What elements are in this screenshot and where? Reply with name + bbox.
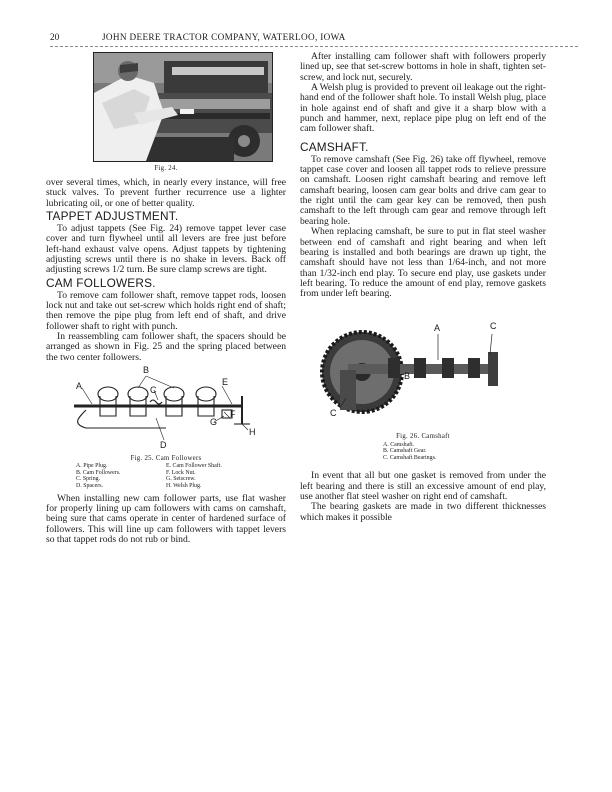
fig25-label-c: C	[150, 385, 157, 396]
followers-lineup-paragraph: After installing cam follower shaft with followers properly lined up, see that set-screw bottoms in hole in shaft, tighten set-screw, and lock nut, securely.	[300, 51, 546, 83]
running-title: JOHN DEERE TRACTOR COMPANY, WATERLOO, IOWA	[102, 32, 346, 42]
intro-paragraph: over several times, which, in nearly every instance, will free stuck valves. To prevent further recurrence use a lighter lubricating oil, or one of better quality.	[46, 177, 286, 209]
header-rule	[50, 46, 578, 47]
fig24-photo	[93, 52, 273, 162]
fig25-label-b: B	[143, 365, 150, 376]
fig25-legend-item: G. Setscrew.	[166, 476, 196, 483]
fig25-legend-item: E. Cam Follower Shaft.	[166, 463, 222, 470]
gasket-thickness-paragraph: The bearing gaskets are made in two different thicknesses which makes it possible	[300, 501, 546, 523]
fig25-legend	[76, 463, 252, 489]
fig25-label-e: E	[222, 377, 229, 388]
cam-followers-heading: CAM FOLLOWERS.	[46, 275, 156, 290]
fig25-legend-item: A. Pipe Plug.	[76, 463, 108, 470]
welsh-plug-paragraph: A Welsh plug is provided to prevent oil leakage out the right-hand end of the follower shaft hole. To install Welsh plug, place in hole against end of shaft and give it a sharp blow with a punch and hammer, next, replace pipe plug on left end of the cam follower shaft.	[300, 82, 546, 135]
cam-followers-paragraph-2: In reassembling cam follower shaft, the spacers should be arranged as shown in Fig. 25 and the spring placed between the two center followers.	[46, 331, 286, 363]
page-number: 20	[50, 32, 60, 42]
fig26-legend-item: A. Camshaft.	[383, 441, 415, 448]
fig25-label-f: F	[230, 409, 236, 420]
fig26-label-c-bottom: C	[330, 407, 337, 418]
camshaft-removal-paragraph: To remove camshaft (See Fig. 26) take off flywheel, remove tappet case cover and loosen all tappet rods to relieve pressure on camshaft. Loosen right camshaft bearing and remove left camshaft bearing, loosen cam gear bolts and drive cam gear to the right until the cam gear key can be removed, then push camshaft to the left through cam gear and remove through left bearing hole.	[300, 153, 546, 227]
fig25-legend-item: B. Cam Followers.	[76, 469, 121, 476]
fig25-legend-item: D. Spacers.	[76, 482, 103, 489]
left-column	[46, 52, 286, 545]
fig25-label-h: H	[249, 427, 256, 438]
fig26-caption: Fig. 26. Camshaft	[396, 432, 450, 440]
gasket-paragraph: In event that all but one gasket is removed from under the left bearing and there is still an excessive amount of end play, use another flat steel washer on right end of camshaft.	[300, 470, 546, 503]
fig25-legend-item: H. Welsh Plug.	[166, 482, 202, 489]
page-header	[50, 32, 570, 44]
fig26-legend	[383, 442, 463, 462]
fig26-legend-item: C. Camshaft Bearings.	[383, 454, 437, 461]
fig26-label-b: B	[404, 370, 411, 381]
fig26-diagram	[300, 312, 546, 430]
right-column	[300, 52, 546, 523]
fig26-label-c-top: C	[490, 320, 497, 331]
tappet-heading: TAPPET ADJUSTMENT.	[46, 209, 179, 224]
fig25-caption: Fig. 25. Cam Followers	[130, 455, 202, 463]
tappet-paragraph: To adjust tappets (See Fig. 24) remove tappet lever case cover and turn flywheel until all levers are free just before left-hand exhaust valve opens. Adjust tappets by tightening adjusting screws until there is no shake in levers. Back off adjusting screws 1/2 turn. Be sure clamp screws are tight.	[46, 223, 286, 276]
fig25-legend-item: F. Lock Nut.	[166, 469, 196, 476]
fig26-legend-item: B. Camshaft Gear.	[383, 448, 427, 455]
camshaft-heading: CAMSHAFT.	[300, 139, 369, 154]
camshaft-replace-paragraph: When replacing camshaft, be sure to put in flat steel washer between end of camshaft and right bearing and when left bearing is installed and both bearings are drawn up tight, the camshaft should have not less than 1/64-inch, and not more than 1/32-inch end play. To secure end play, use gaskets under left bearing. To reduce the amount of end play, remove gaskets from under left bearing.	[300, 226, 546, 300]
fig25-diagram	[46, 366, 286, 454]
fig25-label-a: A	[76, 381, 83, 392]
fig25-label-d: D	[160, 440, 167, 451]
fig25-legend-item: C. Spring.	[76, 476, 101, 483]
cam-followers-paragraph-1: To remove cam follower shaft, remove tappet rods, loosen lock nut and take out set-screw which holds right end of shaft; then remove the pipe plug from left end of shaft, and drive follower shaft to right with punch.	[46, 289, 286, 332]
new-parts-paragraph: When installing new cam follower parts, use flat washer for properly lining up cam followers with cams on camshaft, being sure that cams operate in center of hardened surface of followers. This will line up cam followers with tappet levers so that tappet rods do not rub or bind.	[46, 492, 286, 545]
fig24-caption: Fig. 24.	[154, 165, 178, 172]
fig25-label-g: G	[210, 417, 218, 428]
fig26-label-a: A	[434, 322, 441, 333]
